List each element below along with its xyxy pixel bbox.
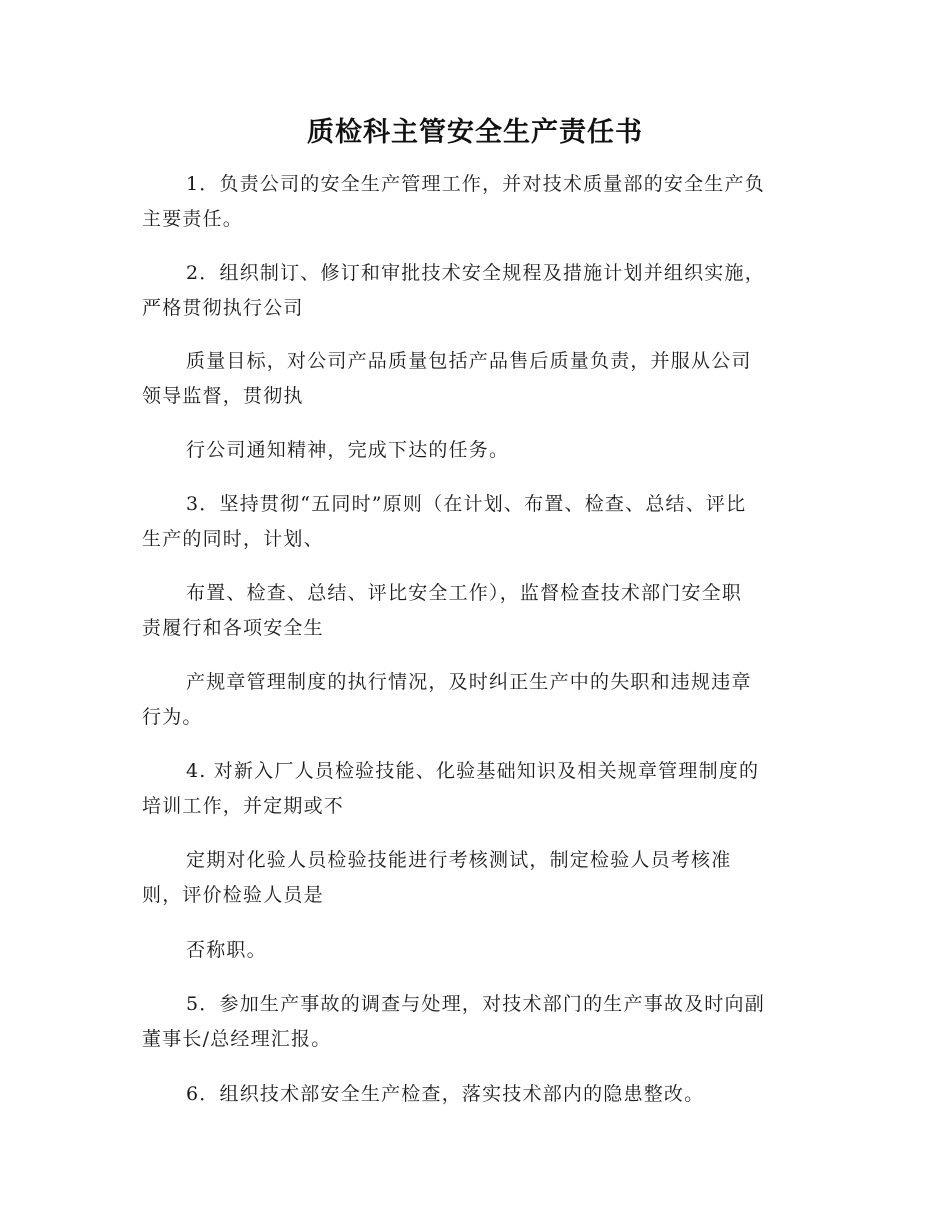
paragraph [142, 167, 812, 237]
paragraph-line: 董事长/总经理汇报。 [142, 1028, 332, 1050]
paragraph [142, 754, 812, 824]
paragraph-line: 定期对化验人员检验技能进行考核测试，制定检验人员考核准 [186, 849, 732, 871]
paragraph-line: 4. 对新入厂人员检验技能、化验基础知识及相关规章管理制度的 [186, 760, 760, 782]
paragraph-line: 则，评价检验人员是 [142, 884, 324, 906]
paragraph-line: 3．坚持贯彻“五同时”原则（在计划、布置、检查、总结、评比 [186, 493, 747, 515]
paragraph-line: 行公司通知精神，完成下达的任务。 [186, 439, 510, 461]
paragraph-line: 产规章管理制度的执行情况，及时纠正生产中的失职和违规违章 [186, 671, 752, 693]
paragraph-line: 5．参加生产事故的调查与处理，对技术部门的生产事故及时向副 [186, 993, 765, 1015]
paragraph-line: 责履行和各项安全生 [142, 617, 324, 639]
paragraph-line: 主要责任。 [142, 208, 244, 230]
paragraph-line: 生产的同时，计划、 [142, 528, 324, 550]
paragraph [142, 933, 812, 968]
paragraph-line: 6．组织技术部安全生产检查，落实技术部内的隐患整改。 [186, 1083, 705, 1105]
paragraph-line: 布置、检查、总结、评比安全工作），监督检查技术部门安全职 [186, 582, 743, 604]
paragraph [142, 344, 812, 414]
paragraph [142, 843, 812, 913]
paragraph-line: 行为。 [142, 706, 203, 728]
paragraph-line: 否称职。 [186, 939, 267, 961]
paragraph [142, 576, 812, 646]
paragraph-line: 领导监督，贯彻执 [142, 385, 304, 407]
paragraph [142, 487, 812, 557]
paragraph-line: 培训工作，并定期或不 [142, 795, 345, 817]
paragraph [142, 987, 812, 1057]
paragraph-line: 1．负责公司的安全生产管理工作，并对技术质量部的安全生产负 [186, 173, 765, 195]
paragraph-line: 质量目标，对公司产品质量包括产品售后质量负责，并服从公司 [186, 350, 752, 372]
paragraph [142, 665, 812, 735]
paragraph [142, 256, 812, 326]
paragraph-line: 2．组织制订、修订和审批技术安全规程及措施计划并组织实施， [186, 262, 765, 284]
paragraph [142, 1077, 812, 1112]
paragraph-line: 严格贯彻执行公司 [142, 297, 304, 319]
paragraph [142, 433, 812, 468]
document-title: 质检科主管安全生产责任书 [307, 117, 643, 148]
